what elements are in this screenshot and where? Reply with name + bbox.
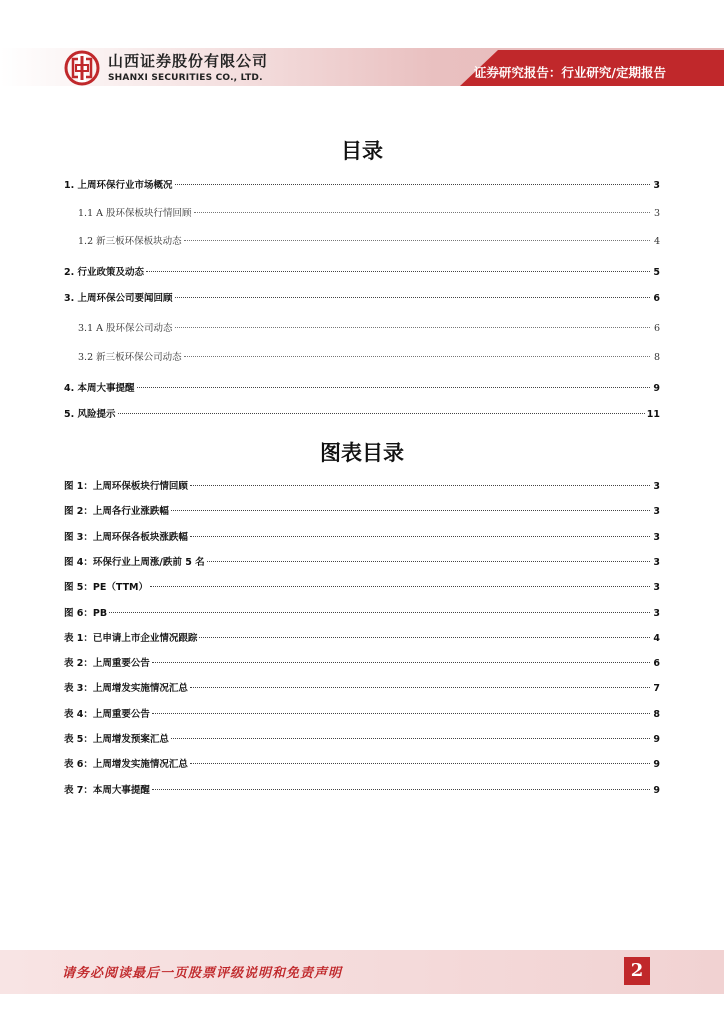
company-name-en: SHANXI SECURITIES CO., LTD.	[108, 72, 263, 83]
figures-toc-title: 图表目录	[320, 441, 404, 465]
figure-toc-label: 图 1：上周环保板块行情回顾	[64, 481, 188, 492]
toc-entry[interactable]	[64, 407, 660, 423]
toc-entry-page: 5	[653, 267, 660, 278]
dot-leader	[152, 713, 650, 714]
toc-entry-page: 6	[653, 293, 660, 304]
figure-toc-label: 图 4：环保行业上周涨/跌前 5 名	[64, 556, 205, 568]
toc-entry[interactable]	[64, 291, 660, 307]
figure-toc-entry[interactable]	[64, 504, 660, 520]
figure-toc-label: 图 5：PE（TTM）	[64, 582, 149, 594]
figure-toc-label: 图 2：上周各行业涨跌幅	[64, 506, 169, 518]
dot-leader	[190, 687, 650, 688]
toc-entry-label: 1.1 A 股环保板块行情回顾	[78, 208, 192, 219]
report-type: 证券研究报告：行业研究/定期报告	[473, 65, 666, 80]
figure-toc-page: 3	[653, 531, 660, 543]
figure-toc-page: 8	[653, 708, 660, 720]
toc-entry-page: 3	[653, 180, 660, 191]
figure-toc-entry[interactable]	[64, 656, 660, 672]
dot-leader	[184, 240, 650, 241]
toc-entry-page: 11	[646, 409, 660, 420]
toc-entry-label: 3.2 新三板环保公司动态	[78, 352, 182, 363]
toc-title: 目录	[341, 139, 383, 163]
figure-toc-page: 6	[653, 658, 660, 670]
company-logo	[64, 50, 268, 86]
toc-entry-label: 1.2 新三板环保板块动态	[78, 236, 182, 247]
toc-entry[interactable]	[64, 265, 660, 281]
figure-toc-entry[interactable]	[64, 479, 660, 495]
dot-leader	[194, 212, 650, 213]
dot-leader	[137, 387, 650, 388]
toc-entry[interactable]	[64, 178, 660, 194]
figure-toc-page: 9	[653, 734, 660, 745]
page-header	[0, 0, 724, 100]
dot-leader	[118, 413, 645, 414]
disclaimer-notice: 请务必阅读最后一页股票评级说明和免责声明	[62, 966, 343, 981]
dot-leader	[152, 789, 650, 790]
dot-leader	[171, 510, 650, 511]
figure-toc-entry[interactable]	[64, 732, 660, 748]
figure-toc-page: 7	[653, 683, 660, 695]
figure-toc-label: 表 7：本周大事提醒	[64, 784, 150, 796]
toc-entry-label: 2. 行业政策及动态	[64, 267, 145, 278]
toc-entry[interactable]	[64, 206, 660, 222]
figure-toc-label: 图 6：PB	[64, 607, 108, 619]
figure-toc-entry[interactable]	[64, 757, 660, 773]
figure-toc-page: 3	[653, 481, 660, 492]
toc-entry[interactable]	[64, 350, 660, 366]
figure-toc-entry[interactable]	[64, 555, 660, 571]
sxzq-logo-icon	[64, 50, 100, 86]
dot-leader	[175, 327, 650, 328]
dot-leader	[190, 485, 650, 486]
figure-toc-entry[interactable]	[64, 783, 660, 799]
toc-entry[interactable]	[64, 234, 660, 250]
page-number: 2	[624, 957, 650, 985]
figure-toc-label: 图 3：上周环保各板块涨跌幅	[64, 531, 188, 543]
figure-toc-label: 表 2：上周重要公告	[64, 658, 150, 670]
figure-toc-entry[interactable]	[64, 681, 660, 697]
toc-entry-label: 3.1 A 股环保公司动态	[78, 323, 173, 334]
dot-leader	[150, 586, 650, 587]
figure-toc-entry[interactable]	[64, 707, 660, 723]
dot-leader	[109, 612, 650, 613]
dot-leader	[190, 536, 650, 537]
figure-toc-label: 表 6：上周增发实施情况汇总	[64, 759, 188, 771]
figure-toc-page: 3	[653, 506, 660, 518]
toc-entry-page: 6	[653, 323, 660, 334]
company-name-cn: 山西证券股份有限公司	[108, 51, 269, 70]
figure-toc-page: 9	[653, 759, 660, 771]
toc-entry-page: 3	[653, 208, 660, 219]
figure-toc-page: 3	[653, 582, 660, 594]
figure-toc-label: 表 3：上周增发实施情况汇总	[64, 683, 188, 695]
figure-toc-label: 表 5：上周增发预案汇总	[64, 734, 169, 745]
toc-entry-page: 9	[653, 383, 660, 394]
toc-entry-label: 5. 风险提示	[64, 409, 116, 420]
dot-leader	[171, 738, 650, 739]
figure-toc-entry[interactable]	[64, 530, 660, 546]
toc-entry-page: 8	[653, 352, 660, 363]
figure-toc-page: 3	[653, 556, 660, 568]
dot-leader	[175, 184, 650, 185]
dot-leader	[199, 637, 650, 638]
figure-toc-label: 表 4：上周重要公告	[64, 708, 150, 720]
dot-leader	[146, 271, 650, 272]
figure-toc-page: 3	[653, 607, 660, 619]
figure-toc-page: 9	[653, 784, 660, 796]
dot-leader	[152, 662, 650, 663]
figure-toc-label: 表 1：已申请上市企业情况跟踪	[64, 632, 198, 644]
figure-toc-entry[interactable]	[64, 580, 660, 596]
toc-entry-label: 1. 上周环保行业市场概况	[64, 180, 173, 191]
toc-entry-label: 4. 本周大事提醒	[64, 383, 135, 394]
dot-leader	[190, 763, 650, 764]
toc-entry-page: 4	[653, 236, 660, 247]
dot-leader	[207, 561, 650, 562]
figure-toc-page: 4	[653, 632, 660, 644]
toc-entry[interactable]	[64, 321, 660, 337]
figure-toc-entry[interactable]	[64, 606, 660, 622]
toc-entry[interactable]	[64, 381, 660, 397]
toc-entry-label: 3. 上周环保公司要闻回顾	[64, 293, 173, 304]
dot-leader	[175, 297, 650, 298]
dot-leader	[184, 356, 650, 357]
figure-toc-entry[interactable]	[64, 631, 660, 647]
